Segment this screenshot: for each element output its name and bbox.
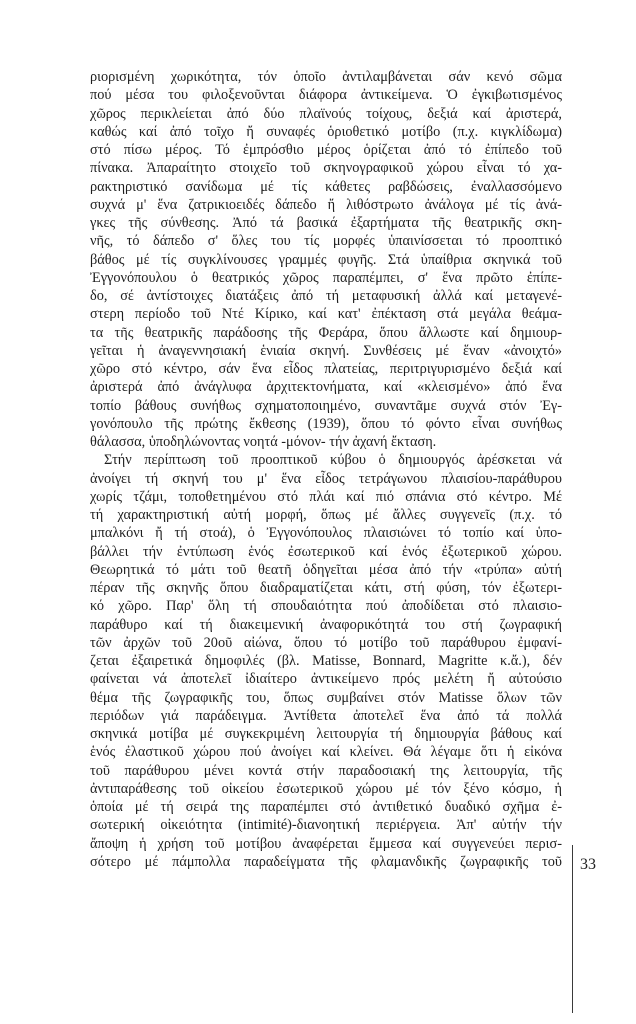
text-line: πίνακα. Ἀπαραίτητο στοιχεῖο τοῦ σκηνογραφικοῦ χώρου εἶναι τό χα- <box>90 160 562 177</box>
text-line: τα τῆς θεατρικῆς παράδοσης τῆς Φεράρα, ὅπου ἄλλωστε καί δημιουρ- <box>90 324 562 341</box>
text-line: ἀριστερά ἀπό ἀνάγλυφα ἀρχιτεκτονήματα, καί «κλεισμένο» ἀπό ἕνα <box>90 379 562 396</box>
text-line: θάλασσα, ὑποδηλώνοντας νοητά -μόνον- τήν ἀχανή ἔκταση. <box>90 434 437 450</box>
text-line: τοῦ παράθυρου μένει κοντά στήν παραδοσιακή της λειτουργία, τῆς <box>90 762 562 779</box>
text-line: Στήν περίπτωση τοῦ προοπτικοῦ κύβου ὁ δημιουργός ἀρέσκεται νά <box>104 452 562 469</box>
text-line: τή χαρακτηριστική αὐτή μορφή, ὅπως μέ ἄλλες συγγενεῖς (π.χ. τό <box>90 507 562 523</box>
paragraph <box>90 451 562 871</box>
text-line: σότερο μέ πάμπολλα παραδείγματα τῆς φλαμανδικῆς ζωγραφικῆς τοῦ <box>90 853 562 870</box>
text-line: δο, σέ ἀντίστοιχες διατάξεις ἀπό τή μεταφυσική ἀλλά καί μεταγενέ- <box>90 288 562 304</box>
text-line: βάλλει τήν ἐντύπωση ἑνός ἐσωτερικοῦ καί ἑνός ἐξωτερικοῦ χώρου. <box>90 543 562 560</box>
paragraph <box>90 68 562 451</box>
page-number: 33 <box>580 856 596 873</box>
text-line: σωτερική οἰκειότητα (intimité)-διανοητική περιέργεια. Ἀπ' αὐτήν τήν <box>90 817 562 834</box>
text-line: φαίνεται νά ἀποτελεῖ ἰδιαίτερο ἀντικείμενο πρός μελέτη ἤ αὐτούσιο <box>90 671 562 688</box>
text-line: βάθος μέ τίς συγκλίνουσες γραμμές φυγῆς. Στά ὑπαίθρια σκηνικά τοῦ <box>90 251 562 268</box>
text-line: χωρίς τζάμι, τοποθετημένου στό πλάι καί πιό σπάνια στό κέντρο. Μέ <box>90 488 562 505</box>
text-line: Ἐγγονόπουλου ὁ θεατρικός χῶρος παραπέμπει, σ' ἕνα πρῶτο ἐπίπε- <box>90 269 562 286</box>
text-line: περιόδων γιά παράδειγμα. Ἀντίθετα ἀποτελεῖ ἕνα ἀπό τά πολλά <box>90 707 562 724</box>
text-line: καθώς καί ἀπό τοῖχο ἤ συναφές ὁριοθετικό μοτίβο (π.χ. κιγκλίδωμα) <box>90 123 562 140</box>
text-line: θέμα τῆς ζωγραφικῆς του, ὅπως συμβαίνει στόν Matisse ὅλων τῶν <box>90 689 562 706</box>
text-line: πέραν τῆς σκηνῆς ὅπου διαδραματίζεται κάτι, στή φύση, τόν ἐξωτερι- <box>90 580 562 596</box>
text-line: ἀνοίγει τή σκηνή του μ' ἕνα εἶδος τετράγωνου πλαισίου-παράθυρου <box>90 470 562 487</box>
text-line: παράθυρο καί τή διακειμενική ἀναφορικότητά του στή ζωγραφική <box>90 616 562 633</box>
text-line: χῶρος περικλείεται ἀπό δύο πλαϊνούς τοίχους, δεξιά καί ἀριστερά, <box>90 105 562 122</box>
text-line: ἑνός ἐλαστικοῦ χώρου πού ἀνοίγει καί κλείνει. Θά λέγαμε ὅτι ἡ εἰκόνα <box>90 744 562 761</box>
text-line: στερη περίοδο τοῦ Ντέ Κίρικο, καί κατ' ἐπέκταση στά μεγάλα θεάμα- <box>90 306 562 323</box>
text-line: ἄποψη ἡ χρήση τοῦ μοτίβου ἀναφέρεται ἔμμεσα καί συγγενεύει περισ- <box>90 835 562 852</box>
text-line: ρακτηριστικό σανίδωμα μέ τίς κάθετες ραβδώσεις, ἐναλλασσόμενο <box>90 178 562 195</box>
margin-rule <box>572 845 573 1013</box>
body-text <box>90 68 562 871</box>
text-line: σκηνικά μοτίβα μέ συγκεκριμένη λειτουργία τή δημιουργία βάθους καί <box>90 726 562 742</box>
text-line: τῶν ἀρχῶν τοῦ 20οῦ αἰώνα, ὅπου τό μοτίβο τοῦ παράθυρου ἐμφανί- <box>90 634 562 651</box>
text-line: ἀντιπαράθεσης τοῦ οἰκείου ἐσωτερικοῦ χώρου μέ τόν ξένο κόσμο, ἡ <box>90 780 562 797</box>
text-line: συχνά μ' ἕνα ζατρικιοειδές δάπεδο ἤ λιθόστρωτο ἀνάλογα μέ τίς ἀνά- <box>90 196 562 213</box>
text-line: μπαλκόνι ἤ τή στοά), ὁ Ἐγγονόπουλος πλαισιώνει τό τοπίο καί ὑπο- <box>90 525 562 542</box>
text-line: χῶρο στό κέντρο, σάν ἕνα εἶδος πλατείας, περιτριγυρισμένο δεξιά καί <box>90 361 562 377</box>
text-line: γκες τῆς σύνθεσης. Ἀπό τά βασικά ἐξαρτήματα τῆς θεατρικῆς σκη- <box>90 215 562 231</box>
text-line: Θεωρητικά τό μάτι τοῦ θεατῆ ὁδηγεῖται μέσα ἀπό τήν «τρύπα» αὐτή <box>90 561 562 578</box>
text-line: ζεται ἐξαιρετικά δημοφιλές (βλ. Matisse, Bonnard, Magritte κ.ἄ.), δέν <box>90 653 562 669</box>
text-line: γεῖται ἡ ἀναγεννησιακή ἑνιαία σκηνή. Συνθέσεις μέ ἕναν «ἀνοιχτό» <box>90 342 562 359</box>
text-line: πού μέσα του φιλοξενοῦνται διάφορα ἀντικείμενα. Ὁ ἐγκιβωτισμένος <box>90 87 562 104</box>
text-line: νῆς, τό δάπεδο σ' ὅλες του τίς μορφές ὑπαινίσσεται τό προοπτικό <box>90 233 562 250</box>
text-line: ὁποία μέ τή σειρά της παραπέμπει στό ἀντιθετικό δυαδικό σχῆμα ἐ- <box>90 799 562 815</box>
text-line: γονόπουλο τῆς πρώτης ἔκθεσης (1939), ὅπου τό φόντο εἶναι συνήθως <box>90 415 562 432</box>
text-line: κό χῶρο. Παρ' ὅλη τή σπουδαιότητα πού ἀποδίδεται στό πλαισιο- <box>90 598 562 615</box>
text-line: ριορισμένη χωρικότητα, τόν ὁποῖο ἀντιλαμβάνεται σάν κενό σῶμα <box>90 69 562 85</box>
text-line: στό πίσω μέρος. Τό ἐμπρόσθιο μέρος ὁρίζεται ἀπό τό ἐπίπεδο τοῦ <box>90 142 562 158</box>
text-line: τοπίο βάθους συνήθως σχηματοποιημένο, συναντᾶμε συχνά στόν Ἐγ- <box>90 397 562 414</box>
